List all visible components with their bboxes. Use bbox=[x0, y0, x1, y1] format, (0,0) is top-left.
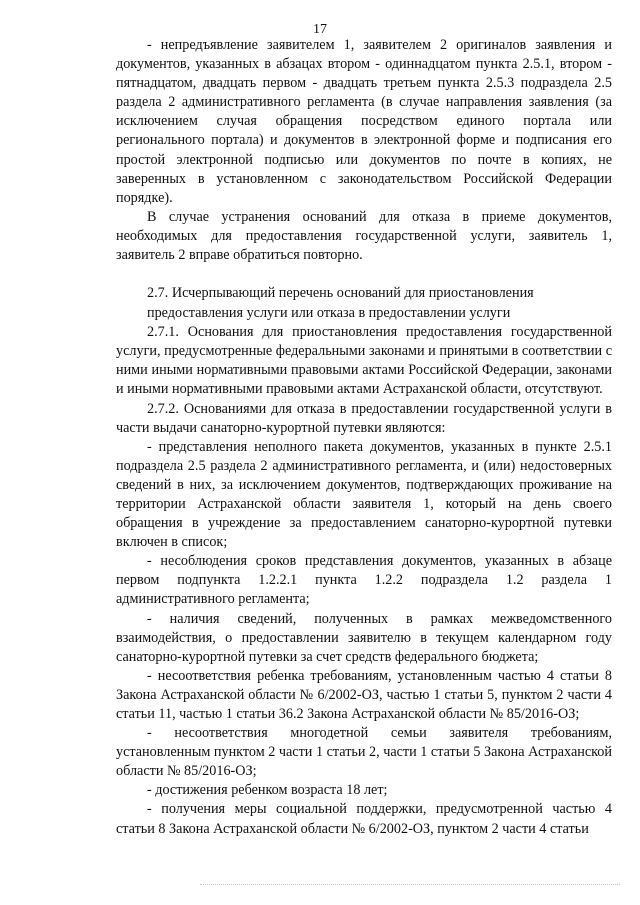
paragraph-2-7-2: 2.7.2. Основаниями для отказа в предоставлении государственной услуги в части выдачи санаторно-курортной путевки являются: bbox=[116, 400, 612, 436]
list-item-deadlines: - несоблюдения сроков представления документов, указанных в абзаце первом подпункта 1.2.2.1 пункта 1.2.2 подраздела 1.2 раздела 1 административного регламента; bbox=[116, 553, 612, 608]
list-item-age-18: - достижения ребенком возраста 18 лет; bbox=[147, 782, 388, 799]
list-item-incomplete-documents: - представления неполного пакета документов, указанных в пункте 2.5.1 подраздела 2.5 раздела 2 административного регламента, и (или) недостоверных сведений в них, за исключением документов, подтверждающих проживание на территории Астраханской области заявителя 1, который на день своего обращения в учреждение за предоставлением санаторно-курортной путевки включен в список; bbox=[116, 438, 612, 551]
paragraph-2-7-1: 2.7.1. Основания для приостановления предоставления государственной услуги, предусмотренные федеральными законами и принятыми в соответствии с ними иными нормативными правовыми актами Российской Федерации, законами и иными нормативными правовыми актами Астраханской области, отсутствуют. bbox=[116, 324, 612, 398]
page-number: 17 bbox=[313, 22, 327, 37]
list-item-child-requirements: - несоответствия ребенка требованиям, установленным частью 4 статьи 8 Закона Астраханской области № 6/2002-ОЗ, частью 1 статьи 5, пунктом 2 части 4 статьи 11, частью 1 статьи 36.2 Закона Астраханской области № 85/2016-ОЗ; bbox=[116, 667, 612, 722]
list-item-social-support: - получения меры социальной поддержки, предусмотренной частью 4 статьи 8 Закона Астраханской области № 6/2002-ОЗ, пунктом 2 части 4 статьи bbox=[116, 801, 612, 837]
paragraph-reapply: В случае устранения оснований для отказа в приеме документов, необходимых для предоставления государственной услуги, заявитель 1, заявитель 2 вправе обратиться повторно. bbox=[116, 208, 612, 264]
paragraph-refusal-grounds-continued: - непредъявление заявителем 1, заявителем 2 оригиналов заявления и документов, указанных в абзацах втором - одиннадцатом пункта 2.5.1, втором - пятнадцатом, двадцать первом - двадцать третьем пункта 2.5.3 подраздела 2.5 раздела 2 административного регламента (в случае направления заявления (за исключением случая обращения посредством единого портала или регионального портала) и документов в электронной форме и подписания его простой электронной подписью или документов по почте в копиях, не заверенных в установленном с законодательством Российской Федерации порядке). bbox=[116, 37, 612, 206]
list-item-interagency-info: - наличия сведений, полученных в рамках межведомственного взаимодействия, о предоставлении заявителю в текущем календарном году санаторно-курортной путевки за счет средств федерального бюджета; bbox=[116, 610, 612, 665]
page-bottom-divider bbox=[200, 884, 620, 885]
document-body bbox=[116, 36, 612, 839]
section-heading-2-7: 2.7. Исчерпывающий перечень оснований для приостановления предоставления услуги или отказа в предоставлении услуги bbox=[147, 285, 534, 321]
list-item-large-family-requirements: - несоответствия многодетной семьи заявителя требованиям, установленным пунктом 2 части 1 статьи 2, части 1 статьи 5 Закона Астраханской области № 85/2016-ОЗ; bbox=[116, 725, 612, 780]
